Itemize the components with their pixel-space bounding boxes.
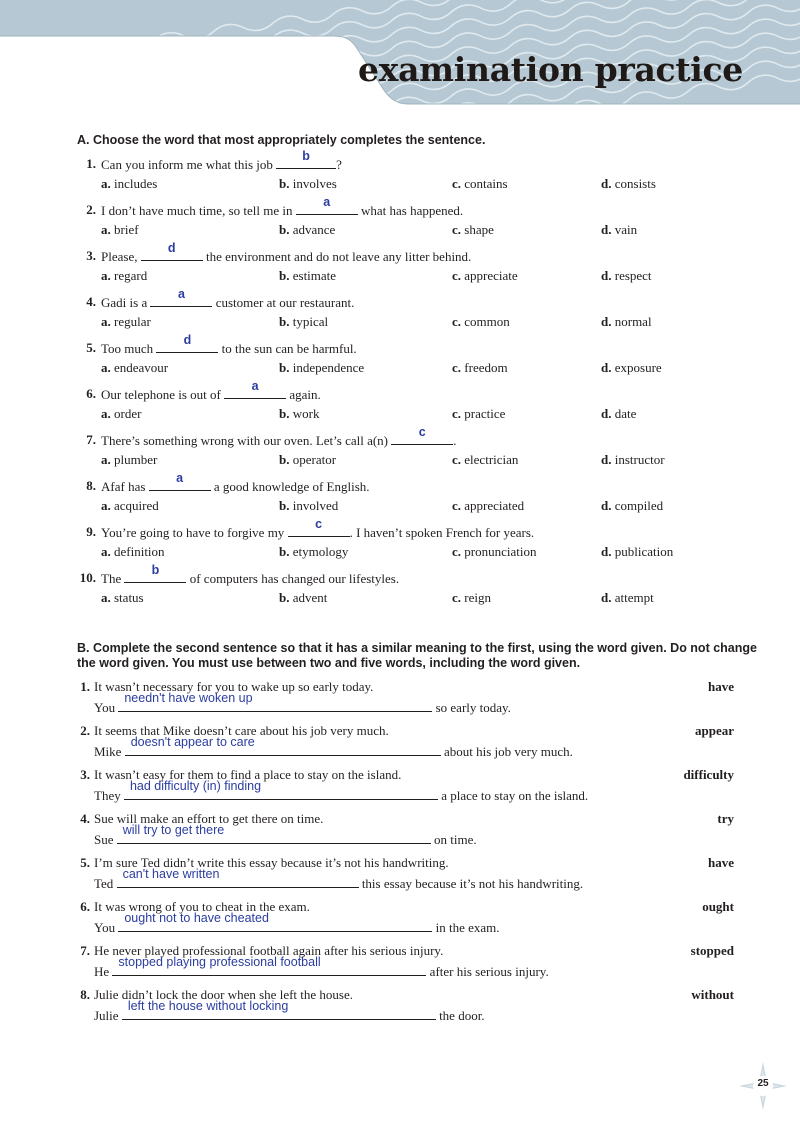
transformation-item bbox=[0, 855, 800, 899]
rewrite-sentence: They had difficulty (in) finding a place to stay on the island. bbox=[94, 779, 589, 803]
key-word: have bbox=[708, 679, 734, 694]
written-answer: will try to get there bbox=[122, 823, 225, 837]
answer-blank[interactable] bbox=[276, 149, 336, 169]
question-item bbox=[0, 333, 800, 386]
answer-blank[interactable] bbox=[149, 471, 211, 491]
option-a: a. definition bbox=[101, 544, 165, 559]
rewrite-sentence: He stopped playing professional football after his serious injury. bbox=[94, 955, 549, 979]
written-answer: stopped playing professional football bbox=[118, 955, 321, 969]
option-c: c. freedom bbox=[452, 360, 508, 375]
answer-blank[interactable] bbox=[156, 333, 218, 353]
option-d: d. respect bbox=[601, 268, 652, 283]
rewrite-sentence: Sue will try to get there on time. bbox=[94, 823, 477, 847]
original-sentence: He never played professional football again after his serious injury. bbox=[94, 943, 444, 958]
option-a: a. brief bbox=[101, 222, 139, 237]
option-b: b. typical bbox=[279, 314, 329, 329]
rewrite-sentence: Julie left the house without locking the door. bbox=[94, 999, 485, 1023]
option-c: c. common bbox=[452, 314, 510, 329]
original-sentence: I’m sure Ted didn’t write this essay because it’s not his handwriting. bbox=[94, 855, 449, 870]
section-a-heading: A. Choose the word that most appropriately completes the sentence. bbox=[77, 133, 486, 147]
option-a: a. regard bbox=[101, 268, 148, 283]
answer-blank[interactable] bbox=[124, 563, 186, 583]
item-number: 5. bbox=[80, 855, 90, 870]
key-word: ought bbox=[702, 899, 734, 914]
option-c: c. reign bbox=[452, 590, 491, 605]
question-stem: Gadi is a a customer at our restaurant. bbox=[101, 287, 355, 310]
option-d: d. vain bbox=[601, 222, 638, 237]
question-item bbox=[0, 517, 800, 570]
option-a: a. acquired bbox=[101, 498, 159, 513]
chosen-answer: b bbox=[151, 563, 160, 577]
option-d: d. date bbox=[601, 406, 637, 421]
written-answer: ought not to have cheated bbox=[124, 911, 269, 925]
original-sentence: It was wrong of you to cheat in the exam. bbox=[94, 899, 310, 914]
item-number: 8. bbox=[80, 987, 90, 1002]
option-a: a. plumber bbox=[101, 452, 158, 467]
question-number: 4. bbox=[86, 294, 96, 309]
option-a: a. order bbox=[101, 406, 142, 421]
question-number: 6. bbox=[86, 386, 96, 401]
chosen-answer: a bbox=[323, 195, 331, 209]
original-sentence: It seems that Mike doesn’t care about his job very much. bbox=[94, 723, 389, 738]
question-number: 8. bbox=[86, 478, 96, 493]
key-word: have bbox=[708, 855, 734, 870]
written-answer: left the house without locking bbox=[127, 999, 289, 1013]
question-item bbox=[0, 241, 800, 294]
key-word: without bbox=[691, 987, 734, 1002]
answer-blank[interactable] bbox=[141, 241, 203, 261]
option-c: c. appreciate bbox=[452, 268, 518, 283]
answer-blank[interactable] bbox=[117, 867, 359, 888]
question-stem: You’re going to have to forgive my c . I haven’t spoken French for years. bbox=[101, 517, 535, 540]
question-number: 7. bbox=[86, 432, 96, 447]
option-a: a. status bbox=[101, 590, 144, 605]
option-c: c. contains bbox=[452, 176, 508, 191]
original-sentence: It wasn’t easy for them to find a place to stay on the island. bbox=[94, 767, 402, 782]
answer-blank[interactable] bbox=[288, 517, 350, 537]
option-c: c. practice bbox=[452, 406, 506, 421]
page-title: examination practice bbox=[358, 50, 743, 89]
rewrite-sentence: Mike doesn't appear to care about his job very much. bbox=[94, 735, 573, 759]
option-b: b. involves bbox=[279, 176, 337, 191]
written-answer: had difficulty (in) finding bbox=[129, 779, 262, 793]
written-answer: can't have written bbox=[122, 867, 220, 881]
question-item bbox=[0, 195, 800, 248]
item-number: 4. bbox=[80, 811, 90, 826]
question-stem: Afaf has a a good knowledge of English. bbox=[101, 471, 370, 494]
chosen-answer: c bbox=[315, 517, 323, 531]
option-b: b. operator bbox=[279, 452, 337, 467]
question-item bbox=[0, 563, 800, 616]
question-stem: Our telephone is out of a again. bbox=[101, 379, 321, 402]
item-number: 2. bbox=[80, 723, 90, 738]
option-c: c. shape bbox=[452, 222, 494, 237]
question-item bbox=[0, 149, 800, 202]
option-a: a. endeavour bbox=[101, 360, 169, 375]
item-number: 7. bbox=[80, 943, 90, 958]
rewrite-sentence: You ought not to have cheated in the exam. bbox=[94, 911, 500, 935]
original-sentence: Julie didn’t lock the door when she left the house. bbox=[94, 987, 353, 1002]
section-b-heading: B. Complete the second sentence so that it has a similar meaning to the first, using the word given. Do not change the word given. You must use between two and five words, including the word given. bbox=[77, 641, 757, 670]
option-b: b. involved bbox=[279, 498, 339, 513]
question-stem: There’s something wrong with our oven. Let’s call a(n) c . bbox=[101, 425, 457, 448]
rewrite-sentence: You needn't have woken up so early today. bbox=[94, 691, 511, 715]
header-banner bbox=[0, 0, 800, 115]
item-number: 1. bbox=[80, 679, 90, 694]
key-word: difficulty bbox=[683, 767, 734, 782]
option-d: d. instructor bbox=[601, 452, 665, 467]
option-b: b. etymology bbox=[279, 544, 349, 559]
option-d: d. exposure bbox=[601, 360, 662, 375]
page-number-badge bbox=[739, 1062, 787, 1110]
question-item bbox=[0, 287, 800, 340]
transformation-item bbox=[0, 899, 800, 943]
question-item bbox=[0, 471, 800, 524]
question-stem: The b of computers has changed our lifestyles. bbox=[101, 563, 400, 586]
key-word: try bbox=[717, 811, 734, 826]
option-a: a. regular bbox=[101, 314, 151, 329]
item-number: 6. bbox=[80, 899, 90, 914]
question-stem: Can you inform me what this job b ? bbox=[101, 149, 342, 172]
page-number: 25 bbox=[757, 1078, 769, 1089]
chosen-answer: c bbox=[418, 425, 426, 439]
question-number: 5. bbox=[86, 340, 96, 355]
transformation-item bbox=[0, 943, 800, 987]
question-stem: Please, d the environment and do not leave any litter behind. bbox=[101, 241, 472, 264]
option-c: c. appreciated bbox=[452, 498, 525, 513]
key-word: stopped bbox=[690, 943, 734, 958]
option-b: b. advent bbox=[279, 590, 328, 605]
option-a: a. includes bbox=[101, 176, 158, 191]
transformation-item bbox=[0, 679, 800, 723]
option-d: d. compiled bbox=[601, 498, 664, 513]
question-stem: Too much d to the sun can be harmful. bbox=[101, 333, 357, 356]
question-number: 9. bbox=[86, 524, 96, 539]
chosen-answer: d bbox=[183, 333, 192, 347]
chosen-answer: a bbox=[176, 471, 184, 485]
answer-blank[interactable] bbox=[150, 287, 212, 307]
question-stem: I don’t have much time, so tell me in a what has happened. bbox=[101, 195, 464, 218]
original-sentence: Sue will make an effort to get there on time. bbox=[94, 811, 324, 826]
answer-blank[interactable] bbox=[224, 379, 286, 399]
option-d: d. publication bbox=[601, 544, 674, 559]
chosen-answer: a bbox=[251, 379, 259, 393]
written-answer: doesn't appear to care bbox=[130, 735, 255, 749]
option-b: b. independence bbox=[279, 360, 365, 375]
option-b: b. work bbox=[279, 406, 320, 421]
chosen-answer: d bbox=[167, 241, 176, 255]
answer-blank[interactable] bbox=[296, 195, 358, 215]
question-number: 3. bbox=[86, 248, 96, 263]
key-word: appear bbox=[695, 723, 734, 738]
transformation-item bbox=[0, 987, 800, 1031]
written-answer: needn't have woken up bbox=[124, 691, 253, 705]
option-d: d. attempt bbox=[601, 590, 654, 605]
answer-blank[interactable] bbox=[391, 425, 453, 445]
question-item bbox=[0, 425, 800, 478]
question-number: 1. bbox=[86, 156, 96, 171]
option-c: c. electrician bbox=[452, 452, 519, 467]
question-number: 10. bbox=[79, 570, 96, 585]
option-d: d. normal bbox=[601, 314, 652, 329]
transformation-item bbox=[0, 811, 800, 855]
option-b: b. estimate bbox=[279, 268, 337, 283]
transformation-item bbox=[0, 767, 800, 811]
item-number: 3. bbox=[80, 767, 90, 782]
option-c: c. pronunciation bbox=[452, 544, 537, 559]
original-sentence: It wasn’t necessary for you to wake up so early today. bbox=[94, 679, 374, 694]
chosen-answer: b bbox=[302, 149, 310, 163]
rewrite-sentence: Ted can't have written this essay because it’s not his handwriting. bbox=[94, 867, 584, 891]
option-b: b. advance bbox=[279, 222, 336, 237]
chosen-answer: a bbox=[177, 287, 185, 301]
option-d: d. consists bbox=[601, 176, 656, 191]
question-number: 2. bbox=[86, 202, 96, 217]
transformation-item bbox=[0, 723, 800, 767]
